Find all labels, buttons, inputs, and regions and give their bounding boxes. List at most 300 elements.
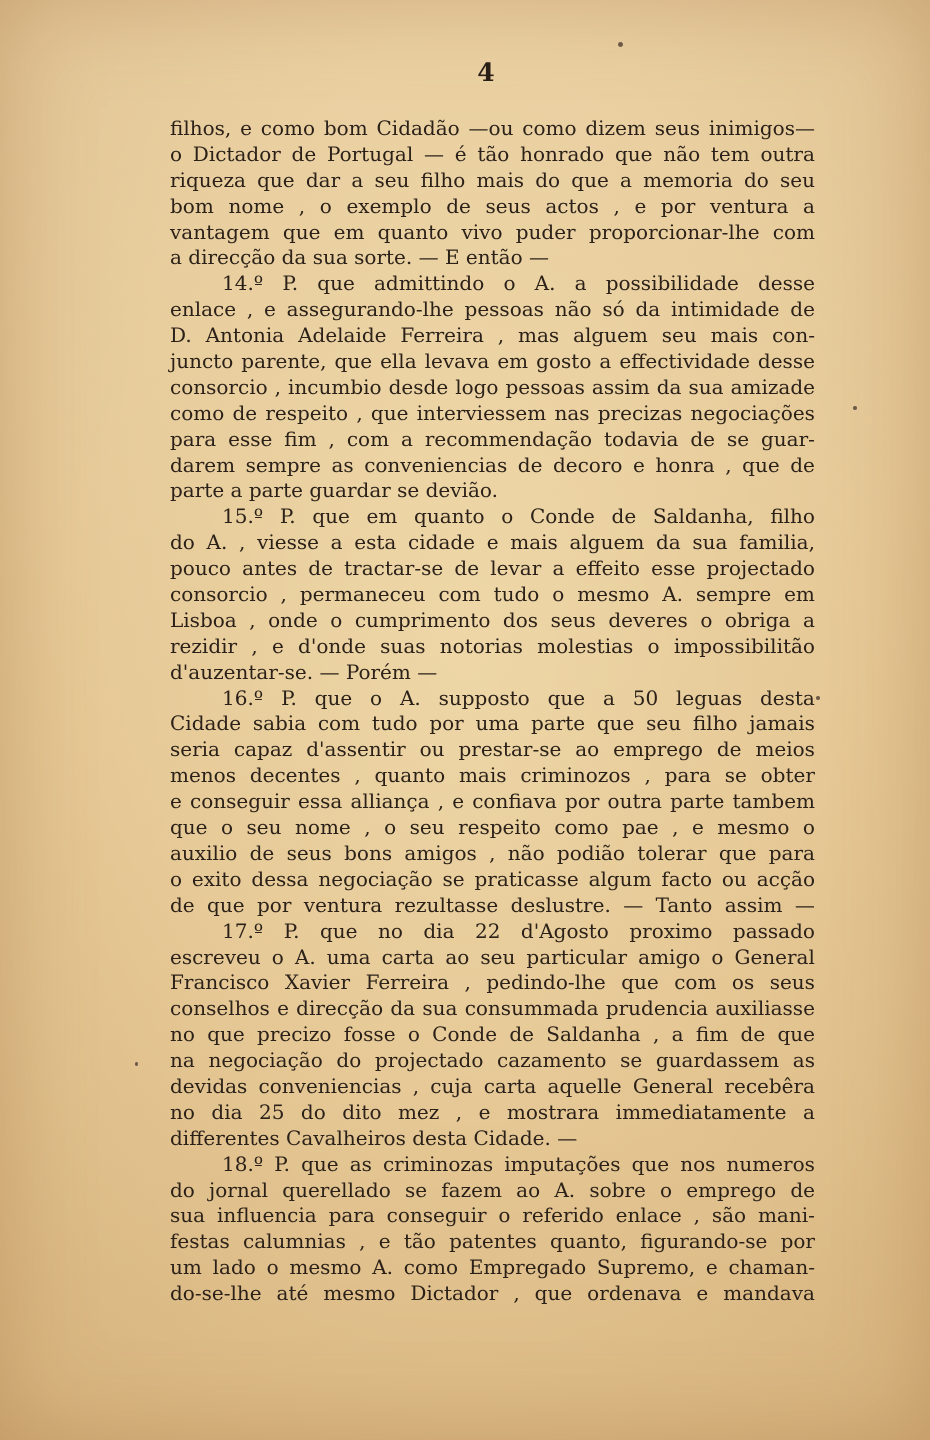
text-line [170, 660, 815, 686]
word: cuja [430, 1073, 473, 1098]
word: , [354, 763, 361, 788]
word: —ou [468, 116, 514, 140]
text-line [170, 634, 815, 660]
word: e [634, 193, 647, 218]
word: pedindo-lhe [486, 970, 606, 995]
word: o [501, 504, 514, 529]
word: mostrara [506, 1099, 600, 1124]
text-line [170, 970, 815, 996]
word: parte [170, 478, 231, 503]
word: ou [721, 866, 747, 891]
word: a [401, 426, 413, 451]
word: enlace [170, 297, 237, 322]
word: suas [380, 633, 426, 658]
text-line [170, 142, 815, 168]
word: d'onde [298, 633, 366, 658]
text-line [170, 1022, 815, 1048]
word: sobre [589, 1177, 646, 1202]
word: essa [298, 789, 343, 814]
word: o [407, 1022, 420, 1047]
word: o [711, 944, 724, 969]
word: cidade [408, 530, 476, 555]
word: ventura [303, 892, 383, 917]
word: cazamento [497, 1048, 607, 1073]
text-line [170, 815, 815, 841]
text-line [170, 116, 815, 142]
word: jornal [209, 1177, 269, 1202]
word: seu [646, 711, 682, 736]
word: antes [242, 556, 298, 581]
word: e [691, 815, 704, 840]
word: — [423, 141, 444, 166]
word: tractar-se [344, 556, 444, 581]
word: con- [772, 323, 815, 348]
text-line [170, 582, 815, 608]
word: prudencia [605, 996, 709, 1021]
word: consorcio [170, 374, 268, 399]
word: parte [530, 711, 586, 736]
word: a [230, 478, 249, 503]
word: seu [246, 815, 282, 840]
word: calumnias [243, 1229, 346, 1254]
word: negociação [208, 1048, 323, 1073]
word: amigos [404, 840, 477, 865]
word: ordenava [587, 1281, 682, 1306]
word: amigo [638, 944, 701, 969]
word: actos [545, 193, 599, 218]
word: mesmo [323, 1281, 396, 1306]
word: mez [397, 1099, 440, 1124]
word: A. [294, 944, 316, 969]
word: deslustre. [510, 892, 611, 917]
word: mais [476, 167, 525, 192]
word: filho [420, 167, 466, 192]
word: memoria [643, 167, 733, 192]
word: seu [661, 323, 697, 348]
text-line [170, 168, 815, 194]
word: sempre [695, 582, 772, 607]
word: riqueza [170, 167, 246, 192]
word: interviessem [416, 400, 547, 425]
word: effectividade [619, 349, 750, 374]
word: vivo [461, 219, 503, 244]
word: seu [780, 167, 815, 192]
word: permaneceu [299, 582, 426, 607]
word: sorte. [354, 245, 419, 270]
word: e [277, 996, 289, 1021]
word: recebêra [724, 1073, 815, 1098]
word: filho [692, 711, 738, 736]
word: pouco [170, 556, 231, 581]
word: sempre [245, 452, 321, 477]
word: desta [759, 685, 815, 710]
paper-speck [135, 1062, 138, 1066]
word: com [674, 970, 717, 995]
word: as [331, 452, 354, 477]
word: em [366, 504, 398, 529]
word: — [557, 1125, 578, 1150]
word: de [232, 400, 258, 425]
text-line [170, 530, 815, 556]
text-line [170, 608, 815, 634]
word: dos [502, 607, 539, 632]
word: incumbio [288, 374, 382, 399]
word: levar [490, 556, 542, 581]
word: pessoas [505, 374, 585, 399]
word: , [249, 607, 256, 632]
word: , [280, 582, 287, 607]
word: não [554, 297, 592, 322]
word: A. [372, 1255, 394, 1280]
word: dessa [251, 866, 309, 891]
word: a [351, 167, 364, 192]
word: Conde [432, 1022, 498, 1047]
word: festas [170, 1229, 230, 1254]
word: , [613, 193, 620, 218]
word: Ferreira [365, 970, 450, 995]
word: por [780, 1229, 815, 1254]
word: assim [724, 892, 783, 917]
word: que [571, 167, 609, 192]
word: e [240, 116, 252, 140]
word: negociações [690, 400, 815, 425]
word: seu [374, 167, 410, 192]
paper-speck [853, 406, 857, 410]
word: , [412, 1073, 420, 1098]
word: devião. [425, 478, 498, 503]
word: ou [419, 737, 445, 762]
page-number: 4 [477, 58, 495, 87]
word: desde [388, 374, 449, 399]
word: 17.º [222, 918, 264, 943]
word: então [465, 245, 529, 270]
word: devidas [170, 1073, 248, 1098]
word: negociação [318, 866, 433, 891]
word: que [282, 219, 321, 244]
text-line [170, 323, 815, 349]
word: seria [170, 737, 220, 762]
word: no [170, 1099, 195, 1124]
word: de [308, 556, 333, 581]
word: a [803, 193, 815, 218]
word: o [271, 944, 284, 969]
word: bom [323, 116, 368, 140]
word: recommendação [424, 426, 593, 451]
word: Dictador [410, 1281, 499, 1306]
word: seus [769, 970, 815, 995]
word: seus [654, 116, 700, 140]
word: , [298, 193, 306, 218]
word: — [417, 659, 438, 684]
word: quanto [374, 763, 446, 788]
word: de [690, 426, 716, 451]
word: que [207, 1022, 245, 1047]
word: tolerar [637, 840, 707, 865]
word: outra [607, 789, 662, 814]
word: e [264, 297, 276, 322]
text-line [170, 1100, 815, 1126]
word: , [455, 1099, 463, 1124]
word: não [663, 141, 701, 166]
word: ventura [709, 193, 789, 218]
word: os [731, 970, 755, 995]
word: particular [526, 944, 628, 969]
word: como [170, 400, 225, 425]
word: por [256, 892, 292, 917]
word: viesse [257, 530, 319, 555]
word: onde [268, 607, 318, 632]
word: para [664, 763, 711, 788]
word: em [784, 582, 815, 607]
word: a [802, 1099, 815, 1124]
text-line [170, 841, 815, 867]
text-line [170, 1255, 815, 1281]
word: o [221, 815, 234, 840]
word: assegurando-lhe [286, 297, 454, 322]
word: proximo [629, 918, 713, 943]
word: desta [412, 1125, 474, 1150]
word: de [790, 452, 815, 477]
word: 22 [474, 918, 501, 943]
word: 25 [258, 1099, 285, 1124]
word: consorcio [170, 582, 268, 607]
word: o [266, 1255, 279, 1280]
word: sabia [252, 711, 307, 736]
word: mais [710, 323, 759, 348]
word: e [705, 1255, 718, 1280]
word: precizo [257, 1022, 332, 1047]
word: direcção [188, 245, 282, 270]
word: seus [485, 193, 531, 218]
word: P. [279, 504, 296, 529]
word: o [170, 866, 183, 891]
word: sua [170, 1203, 206, 1228]
word: bom [170, 193, 214, 218]
word: gosto [536, 349, 592, 374]
word: 16.º [222, 685, 264, 710]
word: conseguir [190, 789, 290, 814]
word: , [356, 400, 363, 425]
word: querellado [282, 1177, 391, 1202]
word: logo [455, 374, 499, 399]
word: de [716, 737, 742, 762]
word: para [170, 426, 217, 451]
word: de [611, 504, 637, 529]
word: mesmo [289, 1255, 362, 1280]
word: fazem [441, 1177, 502, 1202]
word: mais [510, 530, 558, 555]
word: Empregado [468, 1255, 587, 1280]
word: juncto [170, 349, 234, 374]
word: alguem [573, 323, 648, 348]
text-line [170, 1203, 815, 1229]
word: alguem [569, 530, 645, 555]
word: referido [522, 1203, 604, 1228]
word: do [743, 167, 769, 192]
word: menos [170, 763, 236, 788]
word: que [596, 711, 635, 736]
word: ao [445, 944, 470, 969]
text-line [170, 556, 815, 582]
text-line [170, 996, 815, 1022]
word: que [317, 271, 355, 296]
text-line [170, 1074, 815, 1100]
word: , [644, 763, 651, 788]
text-line [170, 478, 815, 504]
word: mas [518, 323, 560, 348]
word: filhos, [170, 116, 232, 140]
text-line [170, 711, 815, 737]
word: dia [211, 1099, 243, 1124]
word: Supremo, [596, 1255, 696, 1280]
word: e [478, 1099, 491, 1124]
word: que [312, 504, 350, 529]
word: tem [710, 141, 750, 166]
word: vantagem [170, 219, 270, 244]
word: para [328, 1203, 375, 1228]
word: auxilio [170, 840, 238, 865]
word: Cidade. [473, 1125, 558, 1150]
word: , [246, 297, 254, 322]
word: da [635, 297, 661, 322]
word: Dictador [192, 141, 281, 166]
word: guar- [761, 426, 815, 451]
word: o [552, 582, 565, 607]
word: — [794, 892, 815, 917]
word: passado [732, 918, 815, 943]
word: conselhos [170, 996, 270, 1021]
word: é [454, 141, 467, 166]
word: , [489, 840, 496, 865]
word: com [317, 711, 361, 736]
word: d'Agosto [520, 918, 609, 943]
word: e [378, 1229, 391, 1254]
word: lado [212, 1255, 256, 1280]
word: criminozos [520, 763, 631, 788]
word: nome [295, 815, 351, 840]
word: como [554, 815, 609, 840]
word: projectado [706, 556, 815, 581]
word: uma [475, 711, 520, 736]
word: differentes [170, 1125, 287, 1150]
word: d'assentir [306, 737, 406, 762]
word: proporcionar-lhe [588, 219, 760, 244]
word: que [301, 1151, 339, 1176]
text-line [170, 1126, 815, 1152]
word: 18.º [222, 1151, 264, 1176]
word: do [336, 1048, 362, 1073]
word: Cavalheiros [286, 1125, 413, 1150]
text-line [170, 893, 815, 919]
word: do [170, 530, 195, 555]
word: Antonia [205, 323, 285, 348]
text-line [170, 349, 815, 375]
word: supposto [438, 685, 530, 710]
word: do [535, 167, 561, 192]
word: tão [403, 1229, 436, 1254]
word: a [574, 271, 587, 296]
word: esse [651, 556, 696, 581]
word: nome [228, 193, 285, 218]
text-line [170, 1229, 815, 1255]
word: por [429, 711, 464, 736]
word: fim [695, 1022, 729, 1047]
word: General [632, 1073, 714, 1098]
word: se [620, 1048, 643, 1073]
word: da [281, 245, 313, 270]
word: de [446, 193, 471, 218]
word: podião [556, 840, 625, 865]
word: que [207, 892, 245, 917]
text-line [170, 1281, 815, 1307]
word: que [314, 685, 353, 710]
word: que [631, 1151, 670, 1176]
word: ella [380, 349, 417, 374]
text-line [170, 919, 815, 945]
word: a [602, 685, 615, 710]
word: guardassem [655, 1048, 780, 1073]
text-line [170, 763, 815, 789]
word: como [403, 1255, 459, 1280]
word: carta [483, 1073, 537, 1098]
word: tudo [371, 711, 418, 736]
word: e [696, 1281, 709, 1306]
word: — [623, 892, 644, 917]
word: e [271, 633, 284, 658]
word: jamais [749, 711, 815, 736]
word: da [390, 996, 416, 1021]
word: honrado [520, 141, 605, 166]
word: como [522, 116, 577, 140]
word: Portugal [326, 141, 414, 166]
word: a [619, 167, 632, 192]
word: levava [424, 349, 490, 374]
word: P. [281, 685, 297, 710]
word: conveniencias [364, 452, 508, 477]
word: uma [326, 944, 371, 969]
word: por [660, 193, 696, 218]
word: 14.º [222, 271, 264, 296]
word: pessoas [464, 297, 544, 322]
word: enlace [615, 1203, 682, 1228]
word: parte [670, 789, 725, 814]
word: da [655, 530, 681, 555]
word: emprego [686, 1177, 777, 1202]
word: carta [381, 944, 435, 969]
word: pae [622, 815, 659, 840]
word: as [349, 1151, 372, 1176]
word: desse [757, 271, 815, 296]
word: consummada [464, 996, 599, 1021]
word: com [438, 582, 481, 607]
word: para [768, 840, 815, 865]
word: a [170, 245, 189, 270]
word: o [700, 607, 713, 632]
paper-speck [816, 696, 820, 700]
word: se [726, 426, 750, 451]
word: algum [588, 866, 652, 891]
word: seus [286, 840, 332, 865]
word: fosse [343, 1022, 396, 1047]
word: dia [423, 918, 455, 943]
word: seu [480, 944, 516, 969]
text-line [170, 945, 815, 971]
word: imputações [504, 1151, 621, 1176]
word: d'auzentar-se. [170, 659, 320, 684]
word: o [384, 815, 397, 840]
word: a [330, 530, 343, 555]
word: e [633, 452, 645, 477]
